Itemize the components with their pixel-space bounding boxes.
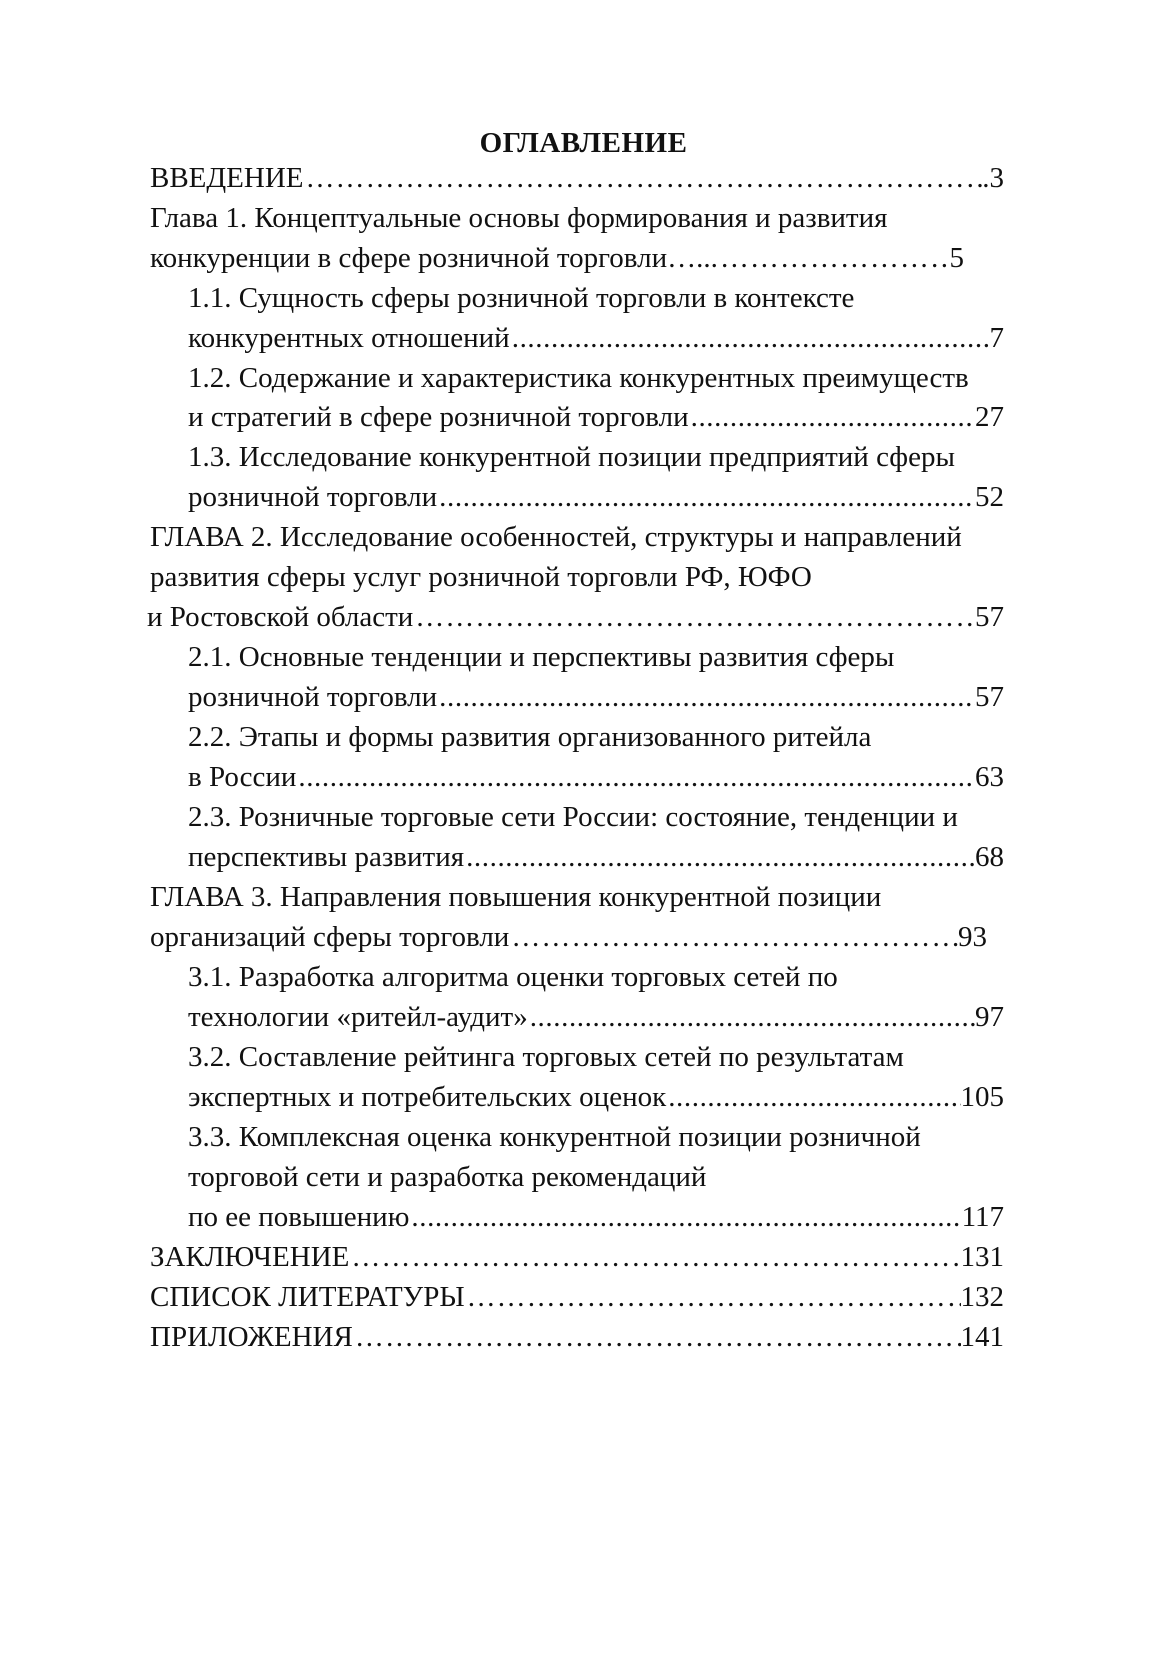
dot-leader xyxy=(349,1240,960,1274)
toc-entry-section-3-1-end[interactable] xyxy=(188,1000,1004,1034)
toc-entry-section-2-2[interactable]: 2.2. Этапы и формы развития организованного ритейла xyxy=(188,721,872,753)
toc-page-number: .3 xyxy=(982,162,1004,194)
toc-page-number: 57 xyxy=(975,681,1004,713)
toc-page-number: 7 xyxy=(989,322,1004,354)
toc-entry-section-1-1[interactable]: 1.1. Сущность сферы розничной торговли в контексте xyxy=(188,282,855,314)
toc-page-number: 63 xyxy=(975,761,1004,793)
toc-entry-appendices[interactable] xyxy=(150,1320,1004,1354)
toc-entry-chapter-1-end[interactable] xyxy=(150,241,964,275)
dot-leader xyxy=(509,920,958,954)
dot-leader xyxy=(464,840,975,874)
toc-entry-text: ВВЕДЕНИЕ xyxy=(150,162,304,194)
toc-entry-chapter-1[interactable]: Глава 1. Концептуальные основы формирования и развития xyxy=(150,202,888,234)
toc-entry-text: конкурентных отношений xyxy=(188,322,510,354)
dot-leader xyxy=(465,1280,961,1314)
toc-entry-text: конкуренции в сфере розничной торговли…... xyxy=(150,242,718,274)
toc-page-number: 117 xyxy=(961,1201,1004,1233)
toc-page-number: 97 xyxy=(975,1001,1004,1033)
toc-entry-section-1-3[interactable]: 1.3. Исследование конкурентной позиции предприятий сферы xyxy=(188,441,955,473)
toc-entry-section-2-3[interactable]: 2.3. Розничные торговые сети России: состояние, тенденции и xyxy=(188,801,958,833)
toc-entry-chapter-3-end[interactable] xyxy=(150,920,987,954)
dot-leader xyxy=(510,321,990,355)
toc-entry-section-3-3-line-2[interactable]: торговой сети и разработка рекомендаций xyxy=(188,1161,707,1193)
toc-title: ОГЛАВЛЕНИЕ xyxy=(479,127,688,159)
toc-entry-text: розничной торговли xyxy=(188,481,438,513)
dot-leader xyxy=(689,400,975,434)
toc-entry-section-3-1[interactable]: 3.1. Разработка алгоритма оценки торговых сетей по xyxy=(188,961,838,993)
toc-page-number: 132 xyxy=(960,1281,1004,1313)
dot-leader xyxy=(718,241,950,275)
toc-entry-text: технологии «ритейл-аудит» xyxy=(188,1001,528,1033)
toc-page-number: 52 xyxy=(975,481,1004,513)
toc-entry-section-1-1-end[interactable] xyxy=(188,321,1004,355)
toc-entry-text: СПИСОК ЛИТЕРАТУРЫ xyxy=(150,1281,465,1313)
toc-entry-references[interactable] xyxy=(150,1280,1004,1314)
dot-leader xyxy=(437,680,975,714)
toc-page-number: 5 xyxy=(949,242,964,274)
toc-entry-conclusion[interactable] xyxy=(150,1240,1004,1274)
toc-entry-chapter-2[interactable]: ГЛАВА 2. Исследование особенностей, структуры и направлений xyxy=(150,521,962,553)
toc-page-number: 68 xyxy=(975,841,1004,873)
dot-leader xyxy=(528,1000,975,1034)
toc-entry-section-1-2[interactable]: 1.2. Содержание и характеристика конкурентных преимуществ xyxy=(188,362,969,394)
toc-entry-chapter-2-end[interactable] xyxy=(147,600,1004,634)
toc-entry-text: организаций сферы торговли xyxy=(150,921,510,953)
toc-entry-section-2-2-end[interactable] xyxy=(188,760,1004,794)
toc-entry-section-3-2-end[interactable] xyxy=(188,1080,1004,1114)
toc-entry-section-3-2[interactable]: 3.2. Составление рейтинга торговых сетей по результатам xyxy=(188,1041,904,1073)
toc-entry-section-2-1[interactable]: 2.1. Основные тенденции и перспективы развития сферы xyxy=(188,641,895,673)
toc-page-number: 131 xyxy=(960,1241,1004,1273)
toc-entry-text: в России xyxy=(188,761,297,793)
toc-entry-text: по ее повышению xyxy=(188,1201,410,1233)
dot-leader xyxy=(409,1200,961,1234)
dot-leader xyxy=(437,480,975,514)
dot-leader xyxy=(666,1080,960,1114)
toc-entry-section-1-2-end[interactable] xyxy=(188,400,1004,434)
toc-entry-text: и Ростовской области xyxy=(147,601,414,633)
toc-entry-text: и стратегий в сфере розничной торговли xyxy=(188,401,689,433)
toc-entry-text: перспективы развития xyxy=(188,841,465,873)
toc-entry-chapter-3[interactable]: ГЛАВА 3. Направления повышения конкурентной позиции xyxy=(150,881,882,913)
toc-entry-section-1-3-end[interactable] xyxy=(188,480,1004,514)
toc-page-number: 27 xyxy=(975,401,1004,433)
toc-entry-text: экспертных и потребительских оценок xyxy=(188,1081,667,1113)
toc-entry-text: ПРИЛОЖЕНИЯ xyxy=(150,1321,353,1353)
toc-entry-text: ЗАКЛЮЧЕНИЕ xyxy=(150,1241,350,1273)
toc-entry-section-3-3-end[interactable] xyxy=(188,1200,1004,1234)
dot-leader xyxy=(304,161,983,195)
dot-leader xyxy=(413,600,975,634)
toc-entry-section-2-1-end[interactable] xyxy=(188,680,1004,714)
toc-page-number: 57 xyxy=(975,601,1004,633)
toc-entry-text: розничной торговли xyxy=(188,681,438,713)
dot-leader xyxy=(296,760,975,794)
toc-entry-introduction[interactable] xyxy=(150,161,1004,195)
toc-page-number: 141 xyxy=(960,1321,1004,1353)
toc-entry-section-3-3[interactable]: 3.3. Комплексная оценка конкурентной позиции розничной xyxy=(188,1121,921,1153)
toc-page-number: 105 xyxy=(960,1081,1004,1113)
toc-entry-chapter-2-line-2[interactable]: развития сферы услуг розничной торговли РФ, ЮФО xyxy=(150,561,812,593)
toc-entry-section-2-3-end[interactable] xyxy=(188,840,1004,874)
toc-page-number: 93 xyxy=(958,921,987,953)
dot-leader xyxy=(353,1320,961,1354)
